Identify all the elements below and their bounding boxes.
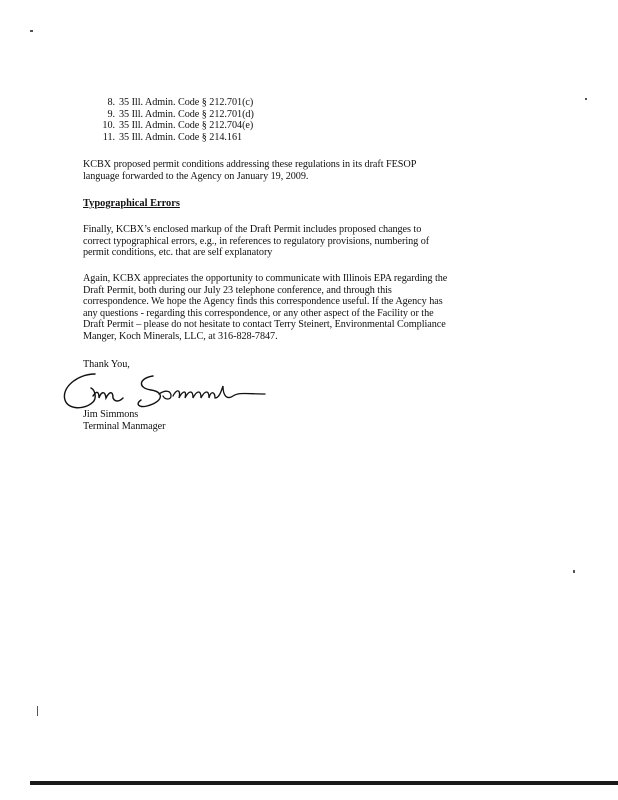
list-item-number: 10.	[102, 120, 115, 131]
list-item-text: 35 Ill. Admin. Code § 212.704(e)	[119, 120, 254, 131]
bottom-scan-rule	[30, 781, 618, 785]
handwritten-signature	[55, 368, 295, 414]
list-item	[100, 109, 254, 121]
list-item-number: 11.	[102, 131, 115, 143]
scan-speck	[37, 706, 38, 716]
paragraph-typographical	[83, 224, 503, 259]
paragraph-line: correspondence. We hope the Agency finds this correspondence useful. If the Agency has	[83, 296, 443, 307]
paragraph-line: language forwarded to the Agency on January 19, 2009.	[83, 170, 309, 182]
regulations-list	[100, 97, 254, 143]
scan-speck	[585, 98, 587, 100]
paragraph-line: any questions - regarding this correspondence, or any other aspect of the Facility or the	[83, 307, 434, 319]
paragraph-line: Draft Permit – please do not hesitate to contact Terry Steinert, Environmental Compliance	[83, 319, 446, 330]
signatory-title: Terminal Manmager	[83, 421, 166, 432]
section-heading: Typographical Errors	[83, 198, 180, 209]
scan-speck	[573, 570, 575, 573]
paragraph-line: Finally, KCBX’s enclosed markup of the Draft Permit includes proposed changes to	[83, 224, 422, 235]
paragraph-line: correct typographical errors, e.g., in references to regulatory provisions, numbering of	[83, 235, 430, 247]
list-item-number: 9.	[107, 108, 115, 120]
list-item-text: 35 Ill. Admin. Code § 212.701(c)	[119, 97, 254, 108]
paragraph-proposed-conditions	[83, 159, 503, 182]
paragraph-line: Again, KCBX appreciates the opportunity to communicate with Illinois EPA regarding the	[83, 273, 448, 284]
paragraph-line: permit conditions, etc. that are self explanatory	[83, 247, 273, 258]
paragraph-line: Manger, Koch Minerals, LLC, at 316-828-7847.	[83, 330, 278, 342]
list-item-number: 8.	[107, 97, 115, 108]
scan-speck	[30, 30, 33, 32]
list-item-text: 35 Ill. Admin. Code § 214.161	[119, 131, 243, 143]
paragraph-closing	[83, 273, 503, 342]
list-item-text: 35 Ill. Admin. Code § 212.701(d)	[119, 108, 254, 120]
list-item	[100, 120, 254, 132]
list-item	[100, 97, 254, 109]
paragraph-line: KCBX proposed permit conditions addressing these regulations in its draft FESOP	[83, 159, 417, 170]
signatory-name: Jim Simmons	[83, 409, 139, 420]
list-item	[100, 132, 254, 144]
salutation: Thank You,	[83, 359, 130, 370]
paragraph-line: Draft Permit, both during our July 23 telephone conference, and through this	[83, 284, 392, 296]
